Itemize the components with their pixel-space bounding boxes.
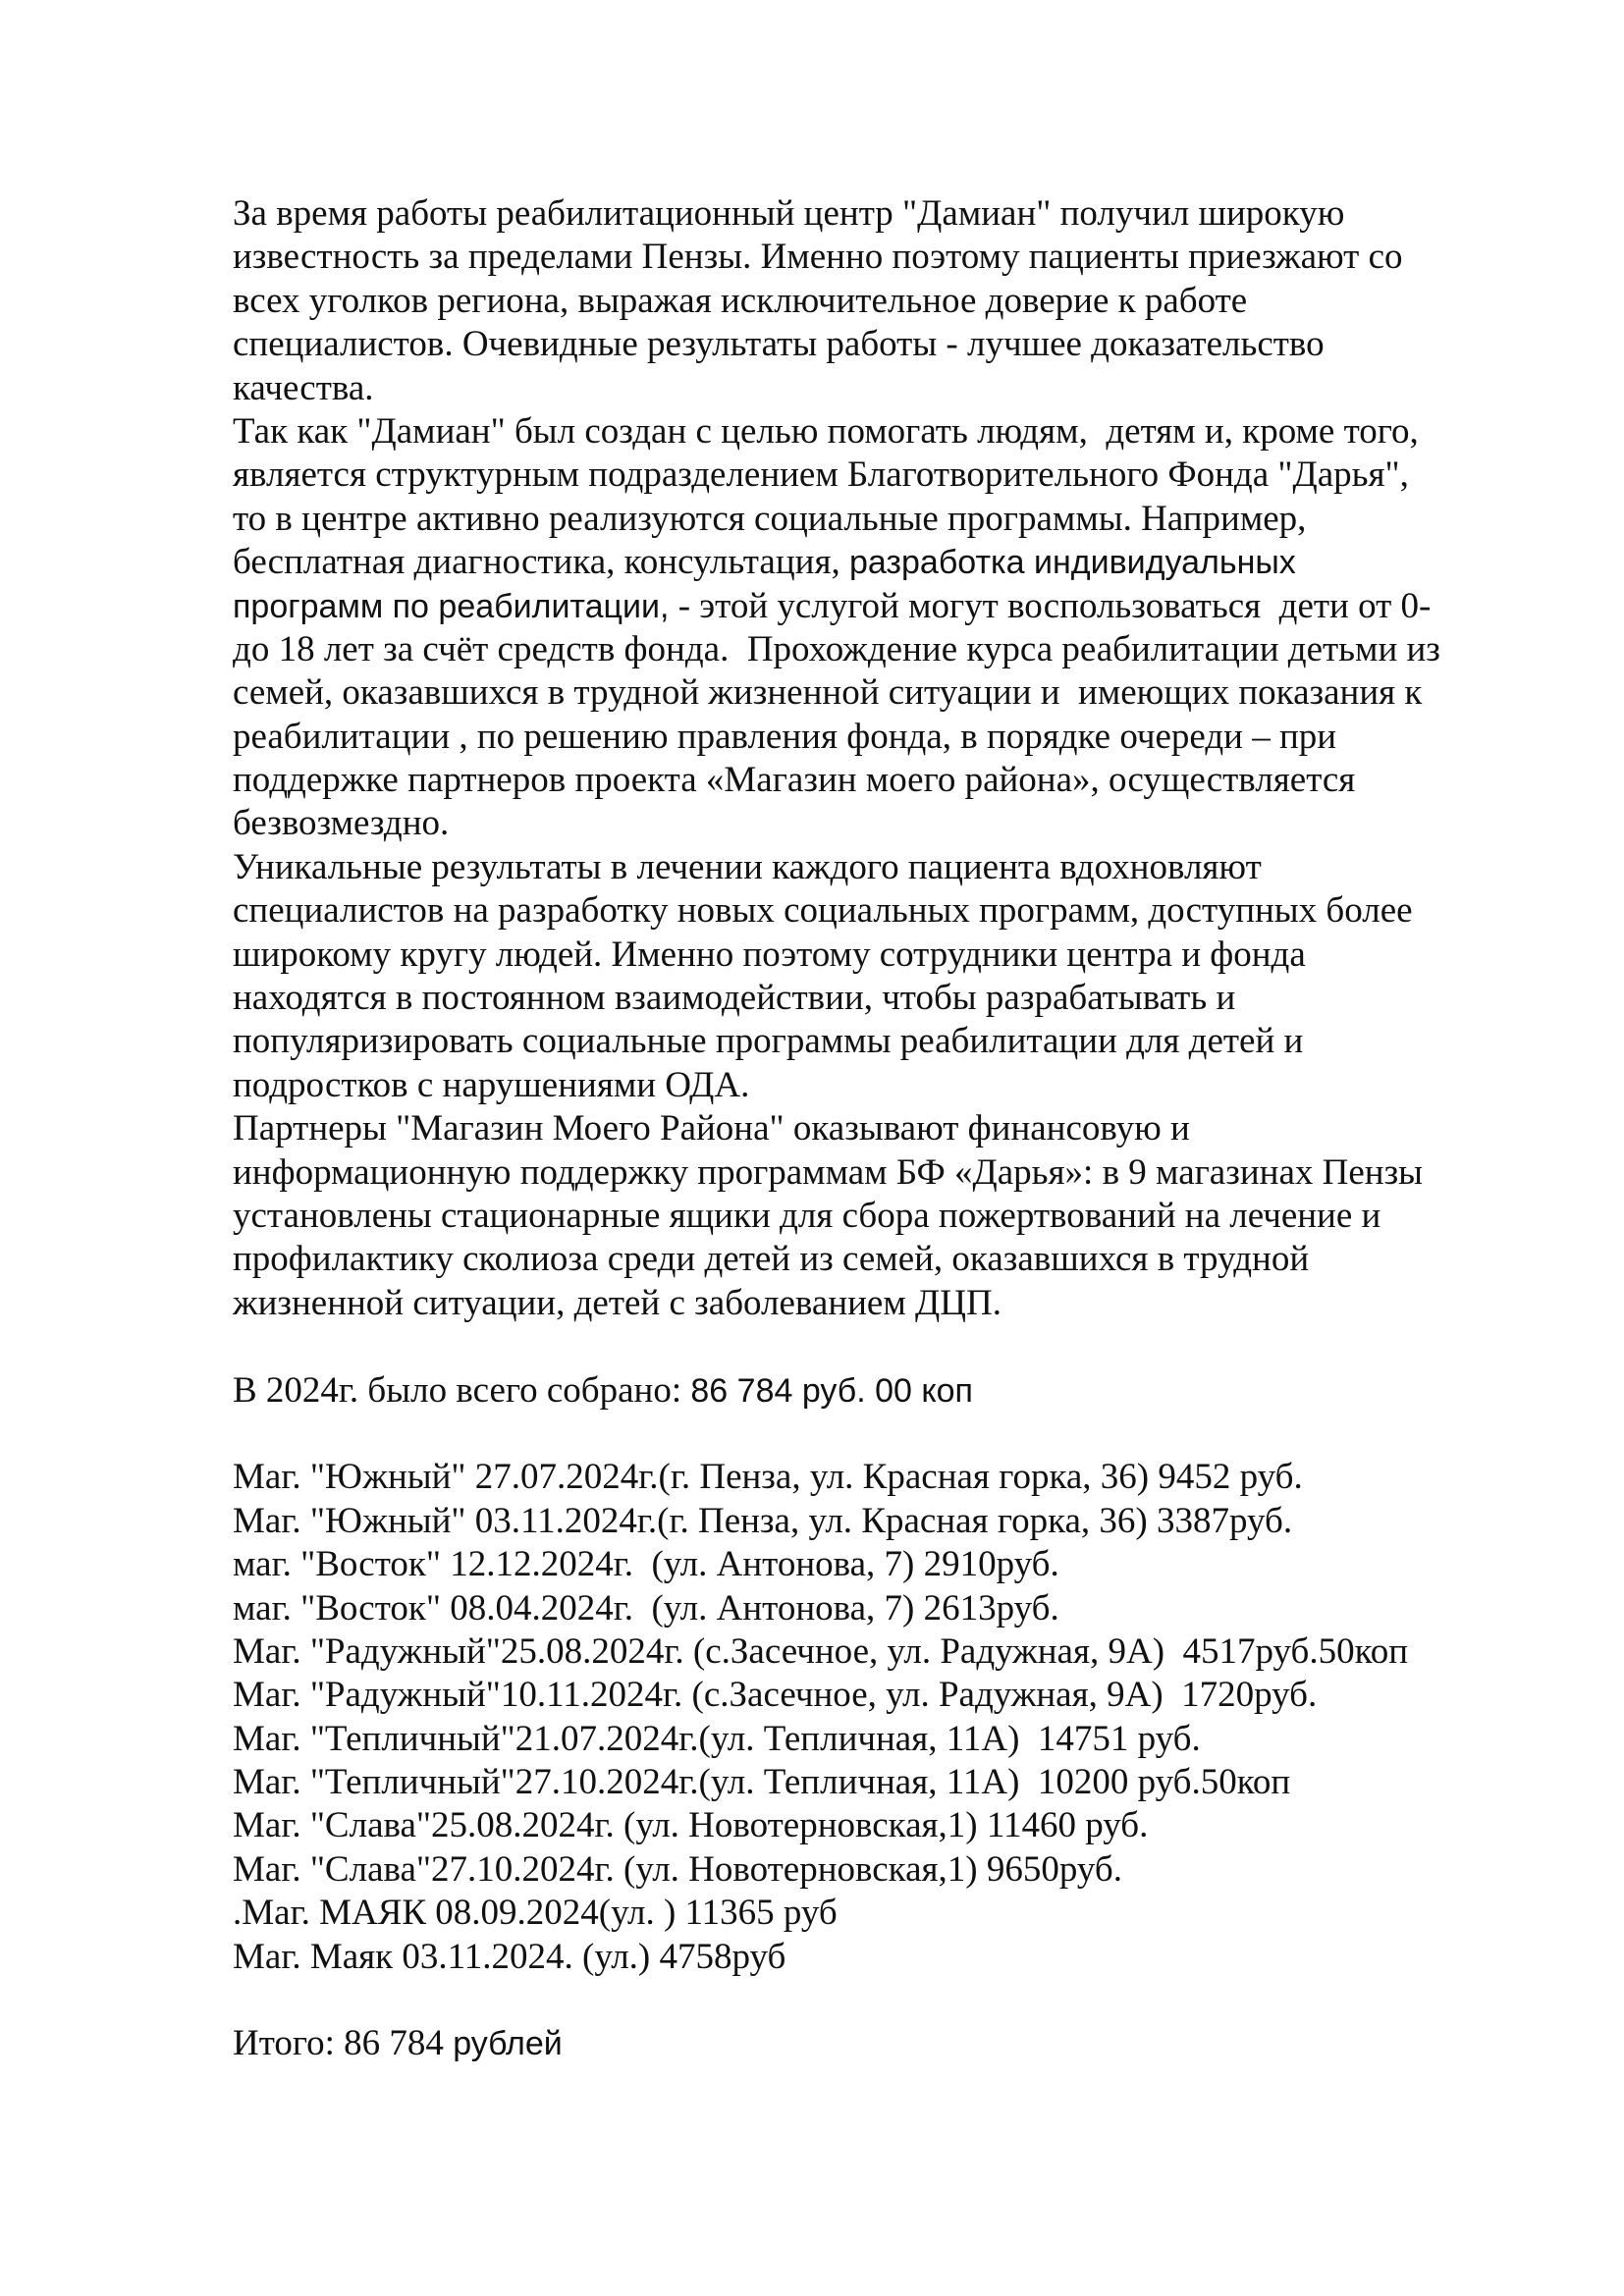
text-line: всех уголков региона, выражая исключительное доверие к работе xyxy=(233,280,1248,321)
text-line: то в центре активно реализуются социальные программы. Например, xyxy=(233,498,1307,539)
document-body xyxy=(233,192,1539,2066)
total-collected-amount: 86 784 руб. 00 коп xyxy=(690,1371,973,1410)
text-line: популяризировать социальные программы реабилитации для детей и xyxy=(233,1021,1304,1062)
donation-entry: Маг. "Радужный"10.11.2024г. (с.Засечное, ул. Радужная, 9А) 1720руб. xyxy=(233,1675,1318,1716)
text-line: специалистов. Очевидные результаты работы - лучшее доказательство xyxy=(233,324,1325,365)
text-line: Партнеры "Магазин Моего Района" оказывают финансовую и xyxy=(233,1108,1190,1149)
total-collected-label: В 2024г. было всего собрано: xyxy=(233,1369,691,1411)
paragraph-reputation xyxy=(233,192,1539,410)
text-fragment: бесплатная диагностика, консультация, xyxy=(233,542,849,583)
donation-entry: маг. "Восток" 12.12.2024г. (ул. Антонова, 7) 2910руб. xyxy=(233,1544,1059,1585)
text-fragment: - этой услугой могут воспользоваться дети от 0- xyxy=(669,585,1432,626)
text-line: качества. xyxy=(233,367,374,408)
text-line: известность за пределами Пензы. Именно поэтому пациенты приезжают со xyxy=(233,237,1403,278)
text-line: находятся в постоянном взаимодействии, чтобы разрабатывать и xyxy=(233,978,1236,1019)
grand-total-unit: рублей xyxy=(453,2025,563,2063)
grand-total-line xyxy=(233,2022,1539,2065)
text-line: реабилитации , по решению правления фонда, в порядке очереди – при xyxy=(233,716,1337,757)
text-line: Уникальные результаты в лечении каждого пациента вдохновляют xyxy=(233,846,1262,887)
donation-entry: Маг. "Южный" 03.11.2024г.(г. Пенза, ул. Красная горка, 36) 3387руб. xyxy=(233,1500,1293,1541)
total-collected-line xyxy=(233,1369,1539,1413)
text-line: семей, оказавшихся в трудной жизненной ситуации и имеющих показания к xyxy=(233,672,1423,714)
paragraph-unique-results xyxy=(233,846,1539,1107)
grand-total-label: Итого: 86 784 xyxy=(233,2023,454,2064)
donation-entry: маг. "Восток" 08.04.2024г. (ул. Антонова, 7) 2613руб. xyxy=(233,1587,1059,1629)
text-line: специалистов на разработку новых социальных программ, доступных более xyxy=(233,890,1413,932)
text-line: подростков с нарушениями ОДА. xyxy=(233,1064,750,1105)
donation-entry: Маг. "Южный" 27.07.2024г.(г. Пенза, ул. Красная горка, 36) 9452 руб. xyxy=(233,1457,1303,1498)
donation-entry: Маг. "Тепличный"27.10.2024г.(ул. Тепличная, 11А) 10200 руб.50коп xyxy=(233,1762,1291,1803)
text-line: жизненной ситуации, детей с заболеванием ДЦП. xyxy=(233,1282,1001,1323)
paragraph-social-programs xyxy=(233,410,1539,846)
donation-entry: Маг. "Тепличный"21.07.2024г.(ул. Тепличная, 11А) 14751 руб. xyxy=(233,1718,1201,1759)
text-line xyxy=(233,585,1539,628)
donation-entry: Маг. "Слава"25.08.2024г. (ул. Новотерновская,1) 11460 руб. xyxy=(233,1805,1149,1846)
text-line: информационную поддержку программам БФ «Дарья»: в 9 магазинах Пензы xyxy=(233,1151,1424,1193)
text-line: поддержке партнеров проекта «Магазин моего района», осуществляется xyxy=(233,760,1356,801)
text-line: профилактику сколиоза среди детей из семей, оказавшихся в трудной xyxy=(233,1239,1310,1280)
donation-entry: Маг. Маяк 03.11.2024. (ул.) 4758руб xyxy=(233,1936,786,1977)
donation-entry: Маг. "Радужный"25.08.2024г. (с.Засечное, ул. Радужная, 9А) 4517руб.50коп xyxy=(233,1630,1409,1672)
text-line: является структурным подразделением Благотворительного Фонда "Дарья", xyxy=(233,454,1409,496)
text-line: безвозмездно. xyxy=(233,803,450,844)
text-line: Так как "Дамиан" был создан с целью помогать людям, детям и, кроме того, xyxy=(233,410,1419,452)
text-line: широкому кругу людей. Именно поэтому сотрудники центра и фонда xyxy=(233,934,1306,975)
highlighted-service-text: программ по реабилитации, xyxy=(233,587,670,625)
donation-list xyxy=(233,1456,1539,1979)
blank-line xyxy=(233,1325,1539,1368)
donation-entry: .Маг. МАЯК 08.09.2024(ул. ) 11365 руб xyxy=(233,1893,838,1934)
text-line: установлены стационарные ящики для сбора пожертвований на лечение и xyxy=(233,1195,1381,1236)
highlighted-service-text: разработка индивидуальных xyxy=(848,544,1296,582)
text-line xyxy=(233,541,1539,584)
blank-line xyxy=(233,1979,1539,2022)
text-line: За время работы реабилитационный центр "Дамиан" получил широкую xyxy=(233,193,1345,234)
blank-line xyxy=(233,1413,1539,1456)
text-line: до 18 лет за счёт средств фонда. Прохождение курса реабилитации детьми из xyxy=(233,628,1440,669)
donation-entry: Маг. "Слава"27.10.2024г. (ул. Новотерновская,1) 9650руб. xyxy=(233,1848,1122,1890)
paragraph-partners xyxy=(233,1107,1539,1325)
